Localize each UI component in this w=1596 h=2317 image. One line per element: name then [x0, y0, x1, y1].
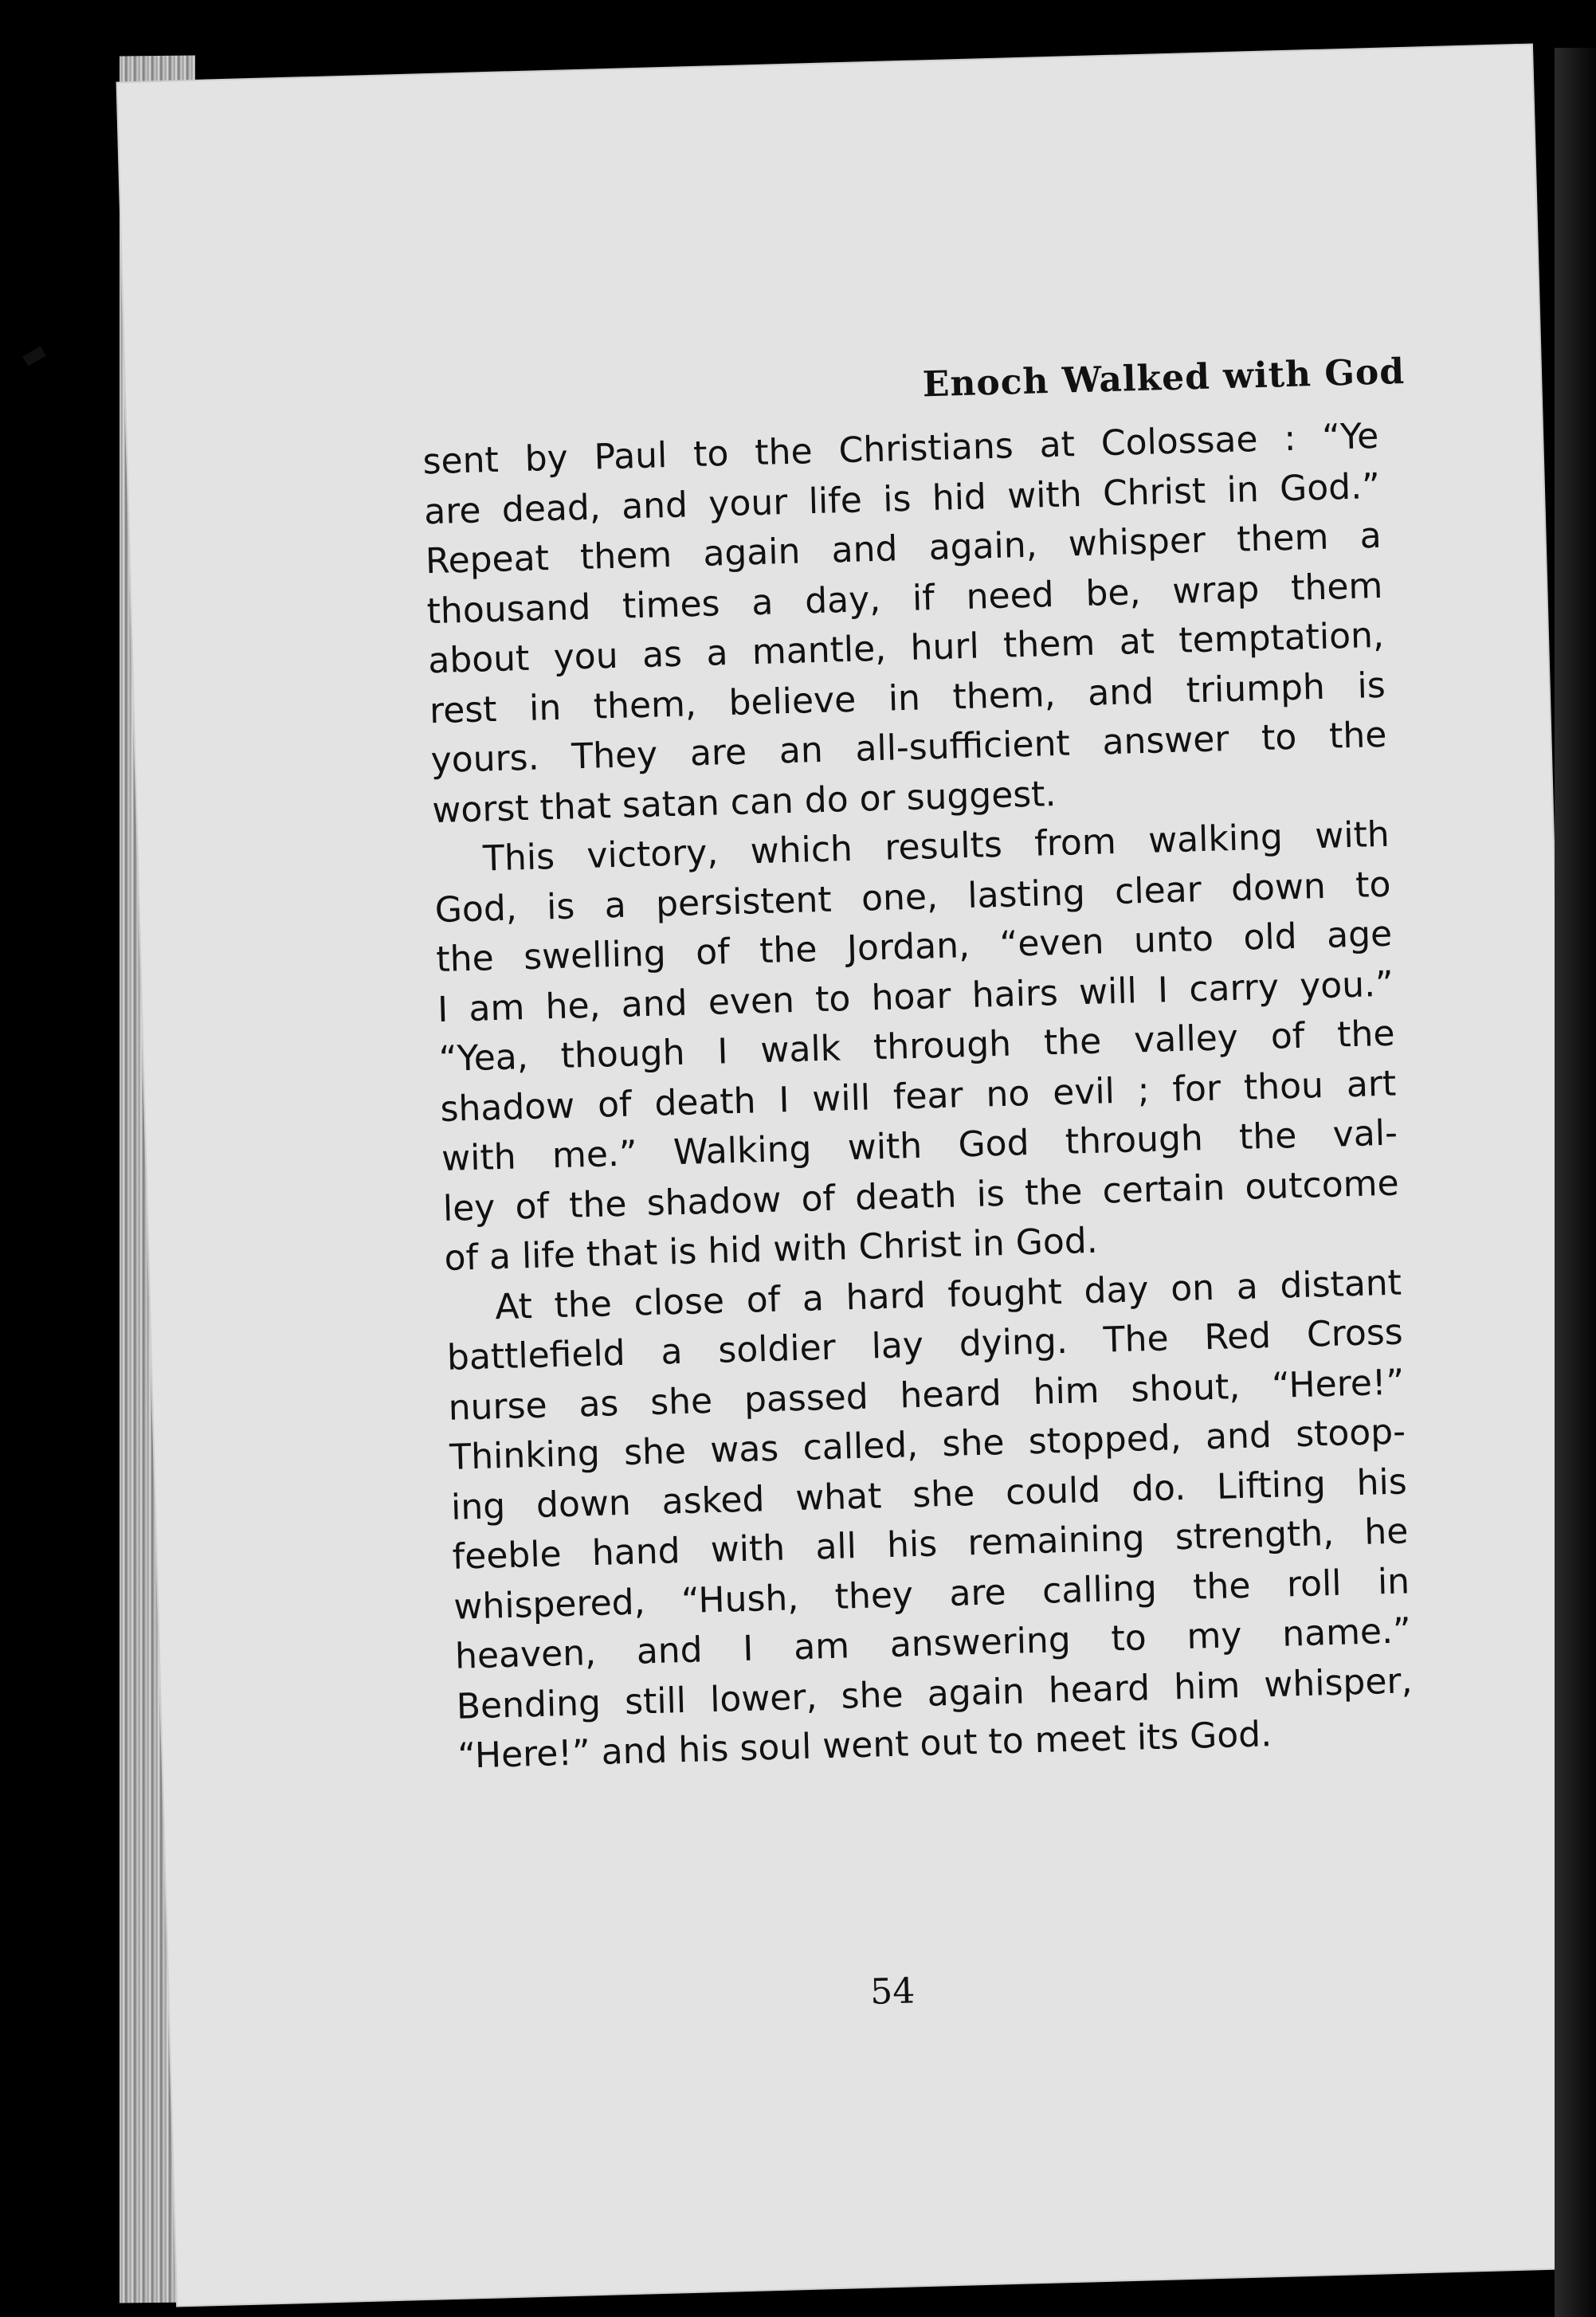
text-line: whispered, “Hush, they are calling the roll in	[453, 1560, 1410, 1628]
text-line: feeble hand with all his remaining strength, he	[452, 1511, 1410, 1578]
text-line: nurse as she passed heard him shout, “Here!”	[448, 1361, 1405, 1429]
text-line: “Here!” and his soul went out to meet its God.	[457, 1714, 1272, 1777]
text-line: “Yea, though I walk through the valley of the	[438, 1013, 1396, 1080]
text-line: Bending still lower, she again heard him whisper,	[456, 1660, 1414, 1727]
page-number: 54	[869, 1970, 916, 2013]
text-line: yours. They are an all-sufficient answer to the	[430, 714, 1387, 782]
text-line: worst that satan can do or suggest.	[431, 773, 1057, 831]
text-line: are dead, and your life is hid with Christ in God.”	[423, 465, 1381, 532]
text-line: Thinking she was called, she stopped, and stoop-	[449, 1411, 1406, 1478]
running-head: Enoch Walked with God	[922, 351, 1406, 406]
text-line: ing down asked what she could do. Lifting his	[450, 1460, 1408, 1528]
text-line: heaven, and I am answering to my name.”	[454, 1610, 1412, 1677]
ink-speck	[22, 346, 46, 366]
text-line: of a life that is hid with Christ in God.	[443, 1220, 1099, 1279]
text-line: ley of the shadow of death is the certain outcome	[442, 1162, 1400, 1229]
text-line: rest in them, believe in them, and triumph is	[429, 665, 1386, 731]
text-line: the swelling of the Jordan, “even unto old age	[435, 913, 1393, 981]
text-line: I am he, and even to hoar hairs will I carry you.”	[437, 963, 1394, 1030]
text-line: with me.” Walking with God through the val-	[441, 1112, 1398, 1180]
paragraph	[445, 1258, 1414, 1782]
text-line: shadow of death I will fear no evil ; for thou art	[439, 1063, 1397, 1130]
paragraph	[422, 412, 1389, 836]
text-line: about you as a mantle, hurl them at temptation,	[427, 614, 1385, 682]
text-line: Repeat them again and again, whisper them a	[425, 515, 1382, 582]
binding-edge	[1555, 48, 1596, 2317]
text-line: God, is a persistent one, lasting clear down to	[434, 864, 1392, 931]
text-line: battlefield a soldier lay dying. The Red Cross	[446, 1311, 1404, 1378]
text-line: thousand times a day, if need be, wrap them	[425, 565, 1383, 632]
book-page	[118, 45, 1592, 2306]
paragraph	[433, 810, 1401, 1284]
text-line: At the close of a hard fought day on a distant	[494, 1261, 1402, 1327]
text-line: This victory, which results from walking with	[482, 813, 1390, 880]
text-line: sent by Paul to the Christians at Colossae : “Ye	[422, 415, 1379, 483]
body-text	[422, 412, 1414, 1782]
